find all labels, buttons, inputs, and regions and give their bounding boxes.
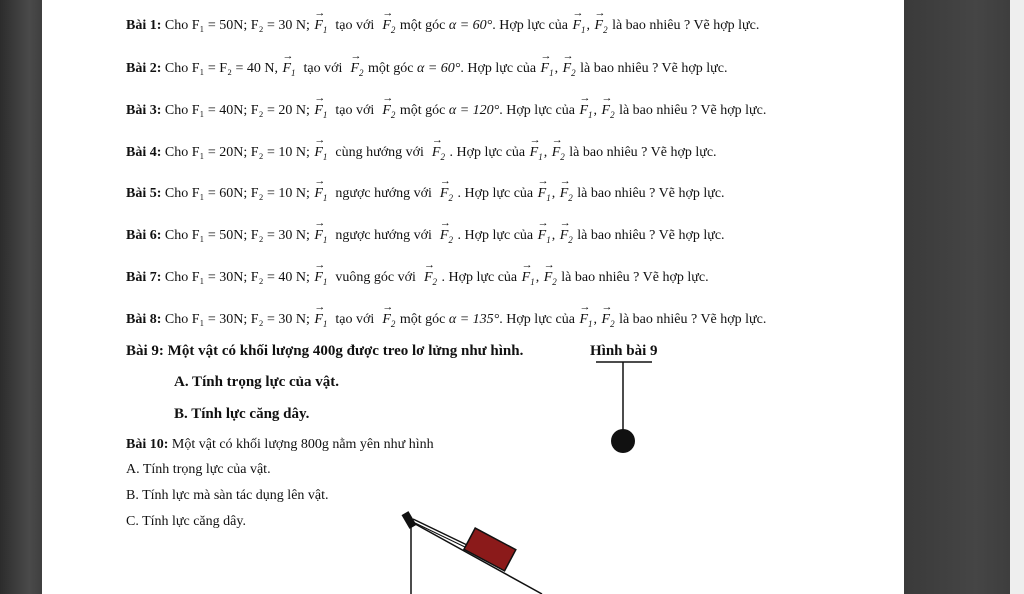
problem-relation: vuông góc với xyxy=(335,270,416,285)
vector-f2-sum: → $F_2$ xyxy=(601,103,616,120)
problem-forces: Cho F₁ = 30N; F₂ = 30 N; xyxy=(164,312,310,327)
bai9-question-b: B. Tính lực căng dây. xyxy=(174,406,310,422)
problem-tail2: là bao nhiêu ? Vẽ hợp lực. xyxy=(580,61,728,76)
vector-f2: → $F_2$ xyxy=(439,186,454,203)
problem-alpha: α = 60° xyxy=(448,18,493,33)
problem-label: Bài 6: xyxy=(126,228,162,243)
problem-alpha: α = 135° xyxy=(448,312,500,327)
bai10-label: Bài 10: xyxy=(126,437,169,452)
vector-f1-sum: → $F_1$ xyxy=(578,103,593,120)
problem-tail: . Hợp lực của xyxy=(499,312,575,327)
vector-f2: → $F_2$ xyxy=(439,228,454,245)
problem-tail: . Hợp lực của xyxy=(449,145,526,160)
vector-f1: → $F_1$ xyxy=(313,228,328,245)
problem-8: Bài 8: Cho F₁ = 30N; F₂ = 30 N; → $F_1$ tạo với → $F_2$ một góc α = 135°. Hợp lực của → $F_1$, → $F_2$ là bao nhiêu ? Vẽ hợp lực. xyxy=(126,312,766,329)
bai9-text: Một vật có khối lượng 400g được treo lơ lửng như hình. xyxy=(167,343,524,359)
problem-forces: Cho F₁ = 50N; F₂ = 30 N; xyxy=(164,228,310,243)
vector-f1: → $F_1$ xyxy=(313,270,328,287)
right-bezel xyxy=(904,0,1024,594)
problem-tail2: là bao nhiêu ? Vẽ hợp lực. xyxy=(619,312,767,327)
fig10-rope-edge xyxy=(413,522,467,548)
vector-f1: → $F_1$ xyxy=(313,186,328,203)
problem-tail: . Hợp lực của xyxy=(457,186,534,201)
problem-tail: . Hợp lực của xyxy=(492,18,568,33)
problem-forces: Cho F₁ = 30N; F₂ = 40 N; xyxy=(164,270,310,285)
problem-relation: ngược hướng với xyxy=(335,228,432,243)
vector-f1-sum: → $F_1$ xyxy=(571,18,586,35)
problem-label: Bài 7: xyxy=(126,270,162,285)
problem-4: Bài 4: Cho F₁ = 20N; F₂ = 10 N; → $F_1$ cùng hướng với → $F_2$ . Hợp lực của → $F_1$, → $F_2$ là bao nhiêu ? Vẽ hợp lực. xyxy=(126,145,717,162)
problem-label: Bài 1: xyxy=(126,18,162,33)
vector-f2: → $F_2$ xyxy=(381,312,396,329)
problem-label: Bài 2: xyxy=(126,61,162,76)
problem-alpha: α = 120° xyxy=(448,103,500,118)
vector-f1: → $F_1$ xyxy=(313,18,328,35)
vector-f2: → $F_2$ xyxy=(381,18,396,35)
vector-f1-sum: → $F_1$ xyxy=(537,228,552,245)
figures xyxy=(42,0,904,594)
vector-f1-sum: → $F_1$ xyxy=(529,145,544,162)
problem-1: Bài 1: Cho F₁ = 50N; F₂ = 30 N; → $F_1$ tạo với → $F_2$ một góc α = 60°. Hợp lực của → $F_1$, → $F_2$ là bao nhiêu ? Vẽ hợp lực. xyxy=(126,18,759,35)
vector-f2: → $F_2$ xyxy=(381,103,396,120)
problem-tail2: là bao nhiêu ? Vẽ hợp lực. xyxy=(569,145,717,160)
problem-tail: . Hợp lực của xyxy=(441,270,518,285)
vector-f2-sum: → $F_2$ xyxy=(559,186,574,203)
problem-label: Bài 8: xyxy=(126,312,162,327)
problem-relation: ngược hướng với xyxy=(335,186,432,201)
vector-f1-sum: → $F_1$ xyxy=(521,270,536,287)
bai10-question-c: C. Tính lực căng dây. xyxy=(126,514,246,529)
bai10-text: Một vật có khối lượng 800g nằm yên như hình xyxy=(171,437,434,452)
problem-tail: . Hợp lực của xyxy=(499,103,575,118)
problem-forces: Cho F₁ = 50N; F₂ = 30 N; xyxy=(164,18,310,33)
problem-5: Bài 5: Cho F₁ = 60N; F₂ = 10 N; → $F_1$ ngược hướng với → $F_2$ . Hợp lực của → $F_1$, → $F_2$ là bao nhiêu ? Vẽ hợp lực. xyxy=(126,186,725,203)
problem-relation: tạo với xyxy=(335,18,375,33)
problem-angle-text: một góc xyxy=(399,103,446,118)
vector-f1: → $F_1$ xyxy=(281,61,296,78)
bai10-question-b: B. Tính lực mà sàn tác dụng lên vật. xyxy=(126,488,329,503)
problem-2: Bài 2: Cho F₁ = F₂ = 40 N, → $F_1$ tạo với → $F_2$ một góc α = 60°. Hợp lực của → $F_1$, → $F_2$ là bao nhiêu ? Vẽ hợp lực. xyxy=(126,61,727,78)
problem-relation: tạo với xyxy=(335,312,375,327)
right-edge-strip xyxy=(1010,0,1024,594)
problem-label: Bài 5: xyxy=(126,186,162,201)
problem-forces: Cho F₁ = 60N; F₂ = 10 N; xyxy=(164,186,310,201)
vector-f1: → $F_1$ xyxy=(313,145,328,162)
problem-tail: . Hợp lực của xyxy=(460,61,537,76)
vector-f1-sum: → $F_1$ xyxy=(537,186,552,203)
vector-f2: → $F_2$ xyxy=(349,61,364,78)
problem-forces: Cho F₁ = 20N; F₂ = 10 N; xyxy=(164,145,310,160)
problem-alpha: α = 60° xyxy=(417,61,461,76)
problem-angle-text: một góc xyxy=(399,18,446,33)
vector-f1-sum: → $F_1$ xyxy=(540,61,555,78)
vector-f2: → $F_2$ xyxy=(423,270,438,287)
vector-f1: → $F_1$ xyxy=(313,103,328,120)
problem-tail: . Hợp lực của xyxy=(457,228,534,243)
problem-relation: tạo với xyxy=(303,61,343,76)
problem-angle-text: một góc xyxy=(399,312,446,327)
vector-f1-sum: → $F_1$ xyxy=(578,312,593,329)
vector-f2-sum: → $F_2$ xyxy=(601,312,616,329)
problem-6: Bài 6: Cho F₁ = 50N; F₂ = 30 N; → $F_1$ ngược hướng với → $F_2$ . Hợp lực của → $F_1$, → $F_2$ là bao nhiêu ? Vẽ hợp lực. xyxy=(126,228,725,245)
bai10-question-a: A. Tính trọng lực của vật. xyxy=(126,462,271,477)
problem-tail2: là bao nhiêu ? Vẽ hợp lực. xyxy=(561,270,709,285)
vector-f2-sum: → $F_2$ xyxy=(543,270,558,287)
left-bezel xyxy=(0,0,42,594)
problem-relation: cùng hướng với xyxy=(335,145,424,160)
vector-f1: → $F_1$ xyxy=(313,312,328,329)
document-page xyxy=(42,0,904,594)
problem-3: Bài 3: Cho F₁ = 40N; F₂ = 20 N; → $F_1$ tạo với → $F_2$ một góc α = 120°. Hợp lực của → $F_1$, → $F_2$ là bao nhiêu ? Vẽ hợp lực. xyxy=(126,103,766,120)
problem-tail2: là bao nhiêu ? Vẽ hợp lực. xyxy=(612,18,760,33)
problem-label: Bài 3: xyxy=(126,103,162,118)
bai9-label: Bài 9: xyxy=(126,343,164,359)
fig9-mass xyxy=(611,429,635,453)
vector-f2-sum: → $F_2$ xyxy=(559,228,574,245)
bai9-question-a: A. Tính trọng lực của vật. xyxy=(174,374,339,390)
problem-tail2: là bao nhiêu ? Vẽ hợp lực. xyxy=(577,186,725,201)
problem-angle-text: một góc xyxy=(368,61,414,76)
problem-7: Bài 7: Cho F₁ = 30N; F₂ = 40 N; → $F_1$ vuông góc với → $F_2$ . Hợp lực của → $F_1$, → $F_2$ là bao nhiêu ? Vẽ hợp lực. xyxy=(126,270,709,287)
figure-9-label: Hình bài 9 xyxy=(590,343,658,359)
fig10-rope xyxy=(413,519,467,545)
problem-relation: tạo với xyxy=(335,103,375,118)
vector-f2-sum: → $F_2$ xyxy=(562,61,577,78)
problem-tail2: là bao nhiêu ? Vẽ hợp lực. xyxy=(577,228,725,243)
problem-forces: Cho F₁ = F₂ = 40 N, xyxy=(164,61,278,76)
problem-label: Bài 4: xyxy=(126,145,162,160)
problem-forces: Cho F₁ = 40N; F₂ = 20 N; xyxy=(164,103,310,118)
vector-f2-sum: → $F_2$ xyxy=(551,145,566,162)
vector-f2-sum: → $F_2$ xyxy=(594,18,609,35)
problem-tail2: là bao nhiêu ? Vẽ hợp lực. xyxy=(619,103,767,118)
vector-f2: → $F_2$ xyxy=(431,145,446,162)
